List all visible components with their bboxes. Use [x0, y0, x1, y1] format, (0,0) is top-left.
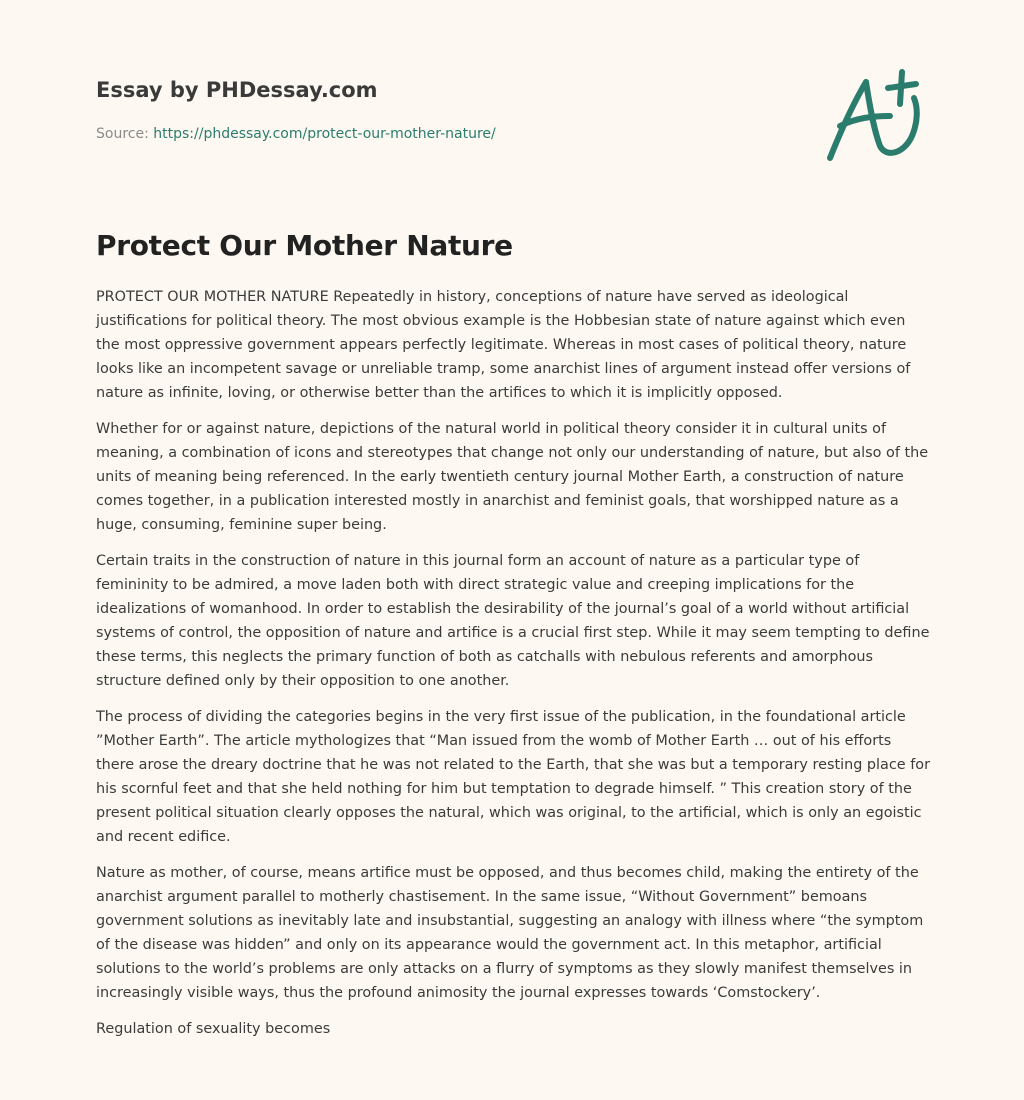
essay-paragraph-1: PROTECT OUR MOTHER NATURE Repeatedly in history, conceptions of nature have served as ideological justifications for political theory. The most obvious example is the Hobbesian state of nature against which even the most oppressive government appears perfectly legitimate. Whereas in most cases of political theory, nature looks like an incompetent savage or unreliable tramp, some anarchist lines of argument instead offer versions of nature as infinite, loving, or otherwise better than the artifices to which it is implicitly opposed.	[96, 289, 911, 401]
essay-paragraph-6: Regulation of sexuality becomes	[96, 1021, 331, 1037]
essay-title: Protect Our Mother Nature	[96, 229, 513, 262]
essay-paragraph-4: The process of dividing the categories begins in the very first issue of the publication, in the foundational article ”Mother Earth”. The article mythologizes that “Man issued from the womb of Mother Earth … out of his efforts there arose the dreary doctrine that he was not related to the Earth, that she was but a temporary resting place for his scornful feet and that she held nothing for him but temptation to degrade himself. ” This creation story of the present political situation clearly opposes the natural, which was original, to the artificial, which is only an egoistic and recent edifice.	[96, 709, 930, 845]
source-label: Source:	[96, 126, 149, 142]
essay-paragraph-2: Whether for or against nature, depictions of the natural world in political theory consider it in cultural units of meaning, a combination of icons and stereotypes that change not only our understanding of nature, but also of the units of meaning being referenced. In the early twentieth century journal Mother Earth, a construction of nature comes together, in a publication interested mostly in anarchist and feminist goals, that worshipped nature as a huge, consuming, feminine super being.	[96, 421, 929, 533]
essay-paragraph-3: Certain traits in the construction of nature in this journal form an account of nature as a particular type of femininity to be admired, a move laden both with direct strategic value and creeping implications for the idealizations of womanhood. In order to establish the desirability of the journal’s goal of a world without artificial systems of control, the opposition of nature and artifice is a crucial first step. While it may seem tempting to define these terms, this neglects the primary function of both as catchalls with nebulous referents and amorphous structure defined only by their opposition to one another.	[96, 553, 930, 689]
essay-body	[96, 285, 930, 1053]
source-line	[96, 124, 796, 144]
a-plus-grade-icon	[820, 68, 930, 168]
page-header	[96, 76, 796, 144]
site-title: Essay by PHDessay.com	[96, 78, 378, 102]
source-link[interactable]: https://phdessay.com/protect-our-mother-nature/	[153, 126, 496, 142]
essay-paragraph-5: Nature as mother, of course, means artifice must be opposed, and thus becomes child, making the entirety of the anarchist argument parallel to motherly chastisement. In the same issue, “Without Government” bemoans government solutions as inevitably late and insubstantial, suggesting an analogy with illness where “the symptom of the disease was hidden” and only on its appearance would the government act. In this metaphor, artificial solutions to the world’s problems are only attacks on a flurry of symptoms as they slowly manifest themselves in increasingly visible ways, thus the profound animosity the journal expresses towards ‘Comstockery’.	[96, 865, 924, 1001]
